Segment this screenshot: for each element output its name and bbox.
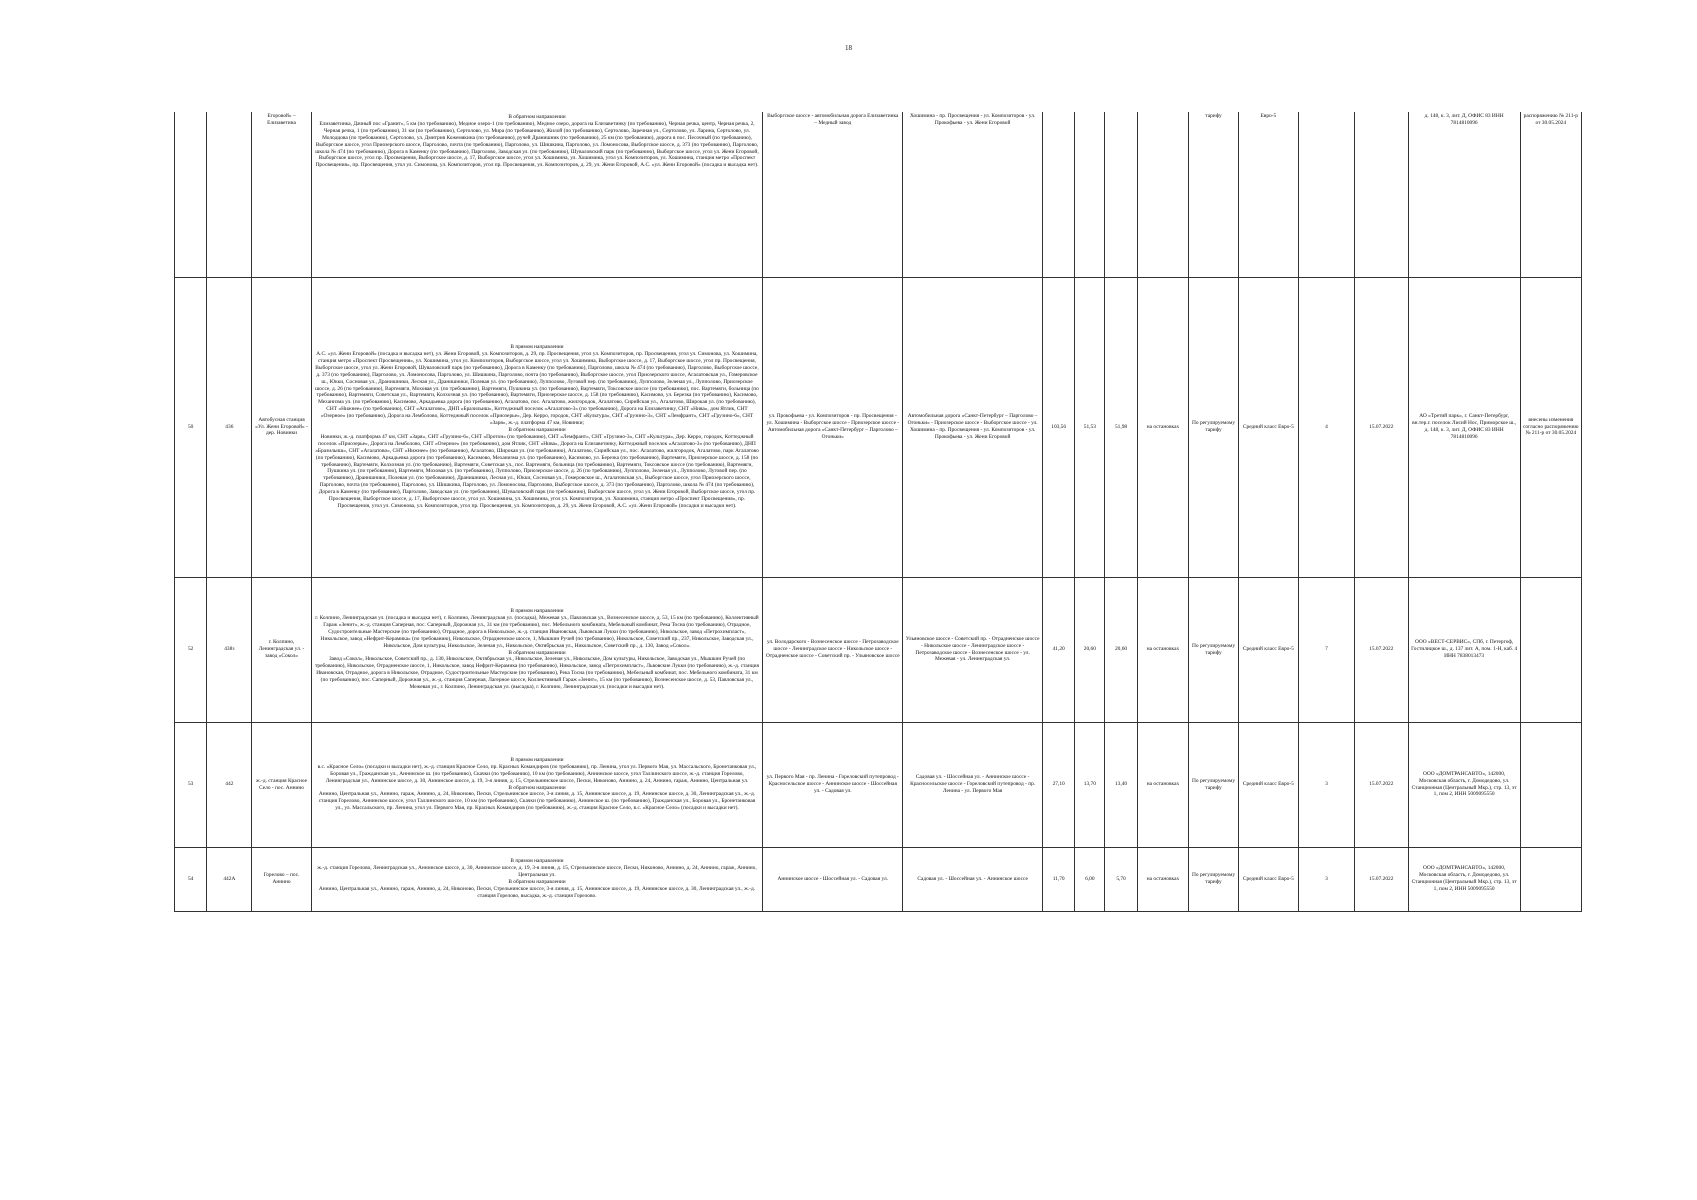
route-number: 438з — [207, 577, 252, 722]
stops-forward: Елизаветинка, Дачный пос «Гранит», 5 км (по требованию), Медное озеро-1 (по требованию), Медное озеро, дорога на Елизаветинку (по требованию), Черная речка, центр, Черная речка, 2, Черная речка, 1 (по требованию), 31 км (по требованию), Сертолово, ул. Мира (по требованию), Жилой (по требованию), Сертолово, Заречная ул., Сертолово, ул. Ларина, Сертолово, ул. Молодцова (по требованию), Сертолово, ул. Дмитрия Кожемякина (по требованию), ручей Дранишник (по требованию), 25 км (по требованию), дорога в пос. Песочный (по требованию), Выборгское шоссе, угол Приозерского шоссе, Парголово, почта (по требованию), Парголово, ул. Шишкина, Парголово, ул. Ломоносова, Выборгское шоссе, д. 373 (по требованию), Парголово, школа № 474 (по требованию), Дорога в Каменку (по требованию), Парголово, Заводская ул. (по требованию), Шуваловский парк (по требованию), Выборгское шоссе, угол ул. Жени Егоровой, Выборгское шоссе, угол пр. Просвещения, Выборгское шоссе, д. 17, Выборгское шоссе, угол ул. Хошимина, ул. Хошимина, угол ул. Композиторов, ул. Хошимина, станция метро «Проспект Просвещения», пр. Просвещения, угол ул. Симонова, ул. Композиторов, угол пр. Просвещения, ул. Композиторов, д. 29, ул. Жени Егоровой, А.С. «ул. Жени Егоровой» (посадка и высадка нет). — [315, 120, 759, 169]
row-note — [1520, 847, 1581, 911]
stops-forward: ж.-д. станция Горелово, Ленинградская ул., Аннинское шоссе, д. 30, Аннинское шоссе, д. 19, 3-я линия, д. 15, Стрельнинское шоссе, Пески, Никоново, Аннино, д. 24, Аннино, гараж, Аннино, Центральная ул. — [317, 865, 757, 879]
stop-order: на остановках — [1137, 277, 1189, 577]
vehicle-count — [1299, 112, 1355, 277]
route-row-number: 53 — [175, 722, 207, 847]
route-name: ж.-д. станция Красное Село - пос. Аннино — [252, 722, 311, 847]
length-forward: 51,53 — [1075, 277, 1105, 577]
vehicle-count: 3 — [1299, 722, 1355, 847]
streets-backward: Автомобильная дорога «Санкт-Петербург – Парголово – Огоньки» - Приозерское шоссе - Выборгское шоссе - ул. Хошимина - пр. Просвещения - ул. Композиторов - ул. Прокофьева - ул. Жени Егоровой — [903, 277, 1043, 577]
table-row — [175, 112, 1582, 277]
table-row — [175, 847, 1582, 911]
carrier-info: ООО «ДОМТРАНСАВТО», 142000, Московская область, г. Домодедово, ул. Станционная (Центральный Мкр.), стр. 13, эт 1, пом 2, ИНН 5009095550 — [1408, 847, 1520, 911]
streets-forward: ул. Володарского - Вознесенское шоссе - Петрозаводское шоссе - Ленинградское шоссе - Никольское шоссе - Отрадненское шоссе - Советский пр. - Ульяновское шоссе — [763, 577, 903, 722]
carrier-info: ООО «ВЕСТ-СЕРВИС», СПб, г. Петергоф, Гостилицкое ш., д. 137 лит. А, пом. 1-Н, каб. 4 ИНН 7838013473 — [1408, 577, 1520, 722]
streets-forward: ул. Прокофьева - ул. Композиторов - пр. Просвещения - ул. Хошимина - Выборгское шоссе - Приозерское шоссе - Автомобильная дорога «Санкт-Петербург – Парголово – Огоньки» — [763, 277, 903, 577]
length-backward: 5,70 — [1105, 847, 1137, 911]
table-row — [175, 577, 1582, 722]
length-forward — [1075, 112, 1105, 277]
table-row — [175, 722, 1582, 847]
direction-label: В прямом направлении — [510, 608, 564, 615]
length-backward: 20,60 — [1105, 577, 1137, 722]
direction-label: В прямом направлении — [510, 344, 564, 351]
stop-order: на остановках — [1137, 722, 1189, 847]
stops-forward: А.С. «ул. Жени Егоровой» (посадка и высадка нет), ул. Жени Егоровой, ул. Композиторов, д. 29, пр. Просвещения, угол ул. Композиторов, пр. Просвещения, угол ул. Симонова, ул. Хошимина, станция метро «Проспект Просвещения», ул. Хошимина, угол ул. Композиторов, Выборгское шоссе, угол ул. Хошимина, Выборгское шоссе, д. 17, Выборгское шоссе, угол пр. Просвещения, Выборгское шоссе, угол ул. Жени Егоровой, Шуваловский парк (по требованию), Дорога в Каменку (по требованию), Парголово, школа № 474 (по требованию), Парголово, Выборгское шоссе, д. 373 (по требованию), Парголово, ул. Ломоносова, Парголово, ул. Шишкина, Парголово, почта (по требованию), Выборгское шоссе, угол Приозерского шоссе, Агалатовская ул., Гомеровское ш., Юкки, Сосновая ул., Дранишники, Лесная ул., Дранишники, Полевая ул. (по требованию), Лупполово, Луговой пер. (по требованию), Лупполово, Зеленая ул., Лупполово, Приозерское шоссе, д. 26 (по требованию), Вартемяги, Моховая ул. (по требованию), Вартемяги, Пушкина ул. (по требованию), Вартемяги, Токсовское шоссе (по требованию), пос. Вартемяги, больница (по требованию), Вартемяги, Советская ул., Вартемяги, Колхозная ул. (по требованию), Вартемяги, Приозерское шоссе, д. 158 (по требованию), Касимово, ул. Березка (по требованию), Касимово, Механизма ул. (по требованию), Касимово, Аркадьевка дорога (по требованию), Агалатово, пос. Агалатово, жилгородок, Агалатово, Сирийская ул., Агалатово, Широкая ул. (по требованию), СНТ «Нижнее» (по требованию), СНТ «Агалатово», ДНП «Бразильиш», Коттеджный поселок «Агалатово-3» (по требованию), Дорога на Елизаветинку, СНТ «Нива», дом Ятлик, СНТ «Озерное» (по требованию), Дорога на Лемболово, Коттеджный поселок «Приозерье», Дер. Керро, городок, СНТ «Культура», СНТ «Грузино-3», СНТ «Лемфрант», СНТ «Грузино-6», СНТ «Заря», ж.-д. платформа 47 км, Новинки; — [315, 351, 759, 427]
length-backward: 13,40 — [1105, 722, 1137, 847]
length-forward: 13,70 — [1075, 722, 1105, 847]
stops-cell — [311, 847, 763, 911]
row-note — [1520, 722, 1581, 847]
route-row-number: 54 — [175, 847, 207, 911]
tariff-type: По регулируемому тарифу — [1189, 277, 1238, 577]
length-total: 103,56 — [1043, 277, 1075, 577]
direction-label: В обратном направлении — [508, 427, 566, 433]
stops-backward: Завод «Сокол», Никольское, Советский пр., д. 130, Никольское, Октябрьская ул., Никольское, Зеленая ул., Никольское, Дом культуры, Никольское, Заводская ул., Мышкин Ручей (по требованию), Никольское, Отрадненское шоссе, 1, Никольское, завод Нефрит-Керамика (по требованию), Никольское, завод «Петрохимпласт», Львовские Лукки (по требованию), ж.-д. станция Ивановская, Отрадное, дорога в Никольское, Отрадное, Судостроительные Мастерские (по требованию), Река Тосна (по требованию), Мебельный комбинат, пос. Мебельного комбината, 31 км (по требованию), пос. Саперный, Дорожная ул., ж.-д. станция Саперная, Лагерное шоссе, Коллективный Гараж «Зенит», 15 км (по требованию), Вознесенское шоссе, д. 53, Павловская ул., Межевая ул., г. Колпино, Ленинградская ул. (высадка), г. Колпино, Ленинградская ул. (посадки и высадки нет). — [315, 656, 759, 691]
route-number — [207, 112, 252, 277]
streets-forward: Выборгское шоссе - автомобильная дорога Елизаветинка – Медный завод — [763, 112, 903, 277]
route-name: г. Колпино, Ленинградская ул. - завод «Сокол» — [252, 577, 311, 722]
carrier-info: ООО «ДОМТРАНСАВТО», 142000, Московская область, г. Домодедово, ул. Станционная (Центральный Мкр.), стр. 13, эт 1, пом 2, ИНН 5009095550 — [1408, 722, 1520, 847]
route-row-number — [175, 112, 207, 277]
row-note: распоряжению № 211-р от 30.05.2024 — [1520, 112, 1581, 277]
length-backward — [1105, 112, 1137, 277]
page-number: 18 — [845, 44, 852, 52]
length-backward: 51,98 — [1105, 277, 1137, 577]
tariff-type: По регулируемому тарифу — [1189, 577, 1238, 722]
streets-forward: ул. Первого Мая - пр. Ленина - Гореловский путепровод - Красносельское шоссе - Аннинское шоссе - Шоссейная ул. - Садовая ул. — [763, 722, 903, 847]
direction-label: В обратном направлении — [508, 114, 566, 120]
start-date: 15.07.2022 — [1354, 847, 1408, 911]
length-total: 27,10 — [1043, 722, 1075, 847]
vehicle-count: 3 — [1299, 847, 1355, 911]
length-total: 41,20 — [1043, 577, 1075, 722]
carrier-info: д. 148, к. 3, лит. Д, ОФИС 83 ИНН 7814810096 — [1408, 112, 1520, 277]
direction-label: В прямом направлении — [510, 756, 564, 763]
vehicle-count: 4 — [1299, 277, 1355, 577]
length-total: 11,70 — [1043, 847, 1075, 911]
start-date: 15.07.2022 — [1354, 277, 1408, 577]
vehicle-class: Евро-5 — [1238, 112, 1298, 277]
vehicle-class: Средний класс Евро-5 — [1238, 847, 1298, 911]
start-date: 15.07.2022 — [1354, 722, 1408, 847]
length-forward: 20,60 — [1075, 577, 1105, 722]
vehicle-class: Средний класс Евро-5 — [1238, 722, 1298, 847]
streets-backward: Садовая ул. - Шоссейная ул. - Аннинское шоссе - Красносельское шоссе - Гореловский путепровод - пр. Ленина - ул. Первого Мая — [903, 722, 1043, 847]
direction-label: В обратном направлении — [508, 649, 566, 656]
start-date — [1354, 112, 1408, 277]
stops-cell — [311, 112, 763, 277]
direction-label: В обратном направлении — [508, 879, 566, 885]
stops-forward: в.с. «Красное Село» (посадки и высадки нет), ж.-д. станция Красное Село, пр. Красных Командиров (по требованию), пр. Ленина, угол ул. Первого Мая, ул. Массальского, Бронетанковая ул., Боровая ул., Гражданская ул., Аннинское ш. (по требованию), Скачки (по требованию), 10 км (по требованию), Аннинское шоссе, угол Таллинского шоссе, ж.-д. станция Горелово, Ленинградская ул., Аннинское шоссе, д. 30, Аннинское шоссе, д. 19, 3-я линия, д. 15, Стрельнинское шоссе, Пески, Никоново, Аннино, д. 24, Аннино, гараж, Аннино, Центральная ул. — [317, 763, 757, 784]
start-date: 15.07.2022 — [1354, 577, 1408, 722]
vehicle-class: Средний класс Евро-5 — [1238, 577, 1298, 722]
length-forward: 6,00 — [1075, 847, 1105, 911]
streets-backward: Ульяновское шоссе - Советский пр. - Отрадненское шоссе - Никольское шоссе - Ленинградское шоссе - Петрозаводское шоссе - Вознесенское шоссе - ул. Межевая - ул. Ленинградская ул. — [903, 577, 1043, 722]
stops-cell — [311, 722, 763, 847]
stops-cell — [311, 577, 763, 722]
tariff-type: По регулируемому тарифу — [1189, 847, 1238, 911]
route-number: 442А — [207, 847, 252, 911]
stops-backward: Аннино, Центральная ул., Аннино, гараж, Аннино, д. 24, Никоново, Пески, Стрельнинское шоссе, 3-я линия, д. 15, Аннинское шоссе, д. 19, Аннинское шоссе, д. 30, Ленинградская ул., ж.-д. станция Горелово, Аннинское шоссе, угол Таллинского шоссе, 10 км (по требованию), Скачки (по требованию), Аннинское ш. (по требованию), Гражданская ул., Боровая ул., Бронетанковая ул., ул. Массальского, пр. Ленина, угол ул. Первого Мая, пр. Красных Командиров (по требованию), ж.-д. станция Красное Село, в.с. «Красное Село» (посадки и высадки нет). — [318, 791, 756, 812]
stops-forward: г. Колпино, Ленинградская ул. (посадка и высадка нет), г. Колпино, Ленинградская ул. (посадка), Межевая ул., Павловская ул., Вознесенское шоссе, д. 53, 15 км (по требованию), Коллективный Гараж «Зенит», ж.-д. станция Саперная, пос. Саперный, Дорожная ул., 31 км (по требованию), пос. Мебельного комбината, Мебельный комбинат, Река Тосна (по требованию), Отрадное, Судостроительные Мастерские (по требованию), Отрадное, дорога в Никольское, ж.-д. станция Ивановская, Львовская Лукки (по требованию), Никольское, завод «Петрохимпласт», Никольское, завод «Нефрит-Керамика» (по требованию), Никольское, Отрадненское шоссе, 1, Мышкин Ручей (по требованию), Никольское, Советский пр., 237, Никольское, Заводская ул., Никольское, Дом культуры, Никольское, Зеленая ул., Никольское, Октябрьская ул., Никольское, Советский пр., д. 130, Завод «Сокол». — [315, 614, 759, 649]
route-row-number: 52 — [175, 577, 207, 722]
table-row — [175, 277, 1582, 577]
carrier-info: АО «Третий парк», г. Санкт-Петербург, вн.тер.г. поселок Лисий Нос, Приморское ш., д. 148, к. 3, лит. Д, ОФИС 83 ИНН 7814810096 — [1408, 277, 1520, 577]
stops-backward: Новинки, ж.-д. платформа 47 км, СНТ «Заря», СНТ «Грузино-6», СНТ «Протон» (по требованию), СНТ «Лемфрант», СНТ «Грузино-3», СНТ «Культура», Дер. Керро, городок, Коттеджный поселок «Приозерье», Дорога на Лемболово, СНТ «Озерное» (по требованию), дом Ятлик, СНТ «Нива», Дорога на Елизаветинку, Коттеджный поселок «Агалатово-3» (по требованию), ДНП «Бразильиш», СНТ «Агалатово», СНТ «Нижнее» (по требованию), Агалатово, Широкая ул. (по требованию), Агалатово, Сирийская ул., пос. Агалатово, жилгородок, Агалатово, парк Агалатово (по требованию), Касимово, Аркадьевка дорога (по требованию), Касимово, Механизма ул. (по требованию), Касимово, ул. Березка (по требованию), Вартемяги, Приозерское шоссе, д. 158 (по требованию), Вартемяги, Колхозная ул. (по требованию), Вартемяги, Советская ул., пос. Вартемяги, больница (по требованию), Вартемяги, Токсовское шоссе (по требованию), Вартемяги, Пушкина ул. (по требованию), Вартемяги, Моховая ул. (по требованию), Лупполово, Приозерское шоссе, д. 26 (по требованию), Лупполово, Зеленая ул., Лупполово, Луговой пер. (по требованию), Дранишники, Полевая ул. (по требованию), Дранишники, Лесная ул., Юкки, Сосновая ул., Гомеровское ш., Агалатовская ул., Выборгское шоссе, угол Приозерского шоссе, Парголово, почта (по требованию), Парголово, ул. Шишкина, Парголово, ул. Ломоносова, Парголово, Выборгское шоссе, д. 373 (по требованию), Парголово, школа № 474 (по требованию), Дорога в Каменку (по требованию), Парголово, Заводская ул. (по требованию), Шуваловский парк (по требованию), Выборгское шоссе, угол ул. Жени Егоровой, Выборгское шоссе, угол пр. Просвещения, Выборгское шоссе, д. 17, Выборгское шоссе, угол ул. Хошимина, ул. Хошимина, угол ул. Композиторов, ул. Хошимина, станция метро «Проспект Просвещения», пр. Просвещения, угол ул. Симонова, ул. Композиторов, угол пр. Просвещения, ул. Композиторов, д. 29, ул. Жени Егоровой, А.С. «ул. Жени Егоровой» (посадки и высадки нет). — [315, 433, 759, 509]
row-note: внесены изменения согласно распоряжению № 211-р от 30.05.2024 — [1520, 277, 1581, 577]
vehicle-class: Средний класс Евро-5 — [1238, 277, 1298, 577]
streets-backward: Садовая ул. - Шоссейная ул. - Аннинское шоссе — [903, 847, 1043, 911]
route-name: Егоровой» – Елизаветина — [252, 112, 311, 277]
streets-backward: Хошимина - пр. Просвещения - ул. Композиторов - ул. Прокофьева - ул. Жени Егоровой — [903, 112, 1043, 277]
stops-cell — [311, 277, 763, 577]
route-number: 436 — [207, 277, 252, 577]
row-note — [1520, 577, 1581, 722]
direction-label: В обратном направлении — [508, 784, 566, 791]
stop-order: на остановках — [1137, 577, 1189, 722]
route-registry-table — [174, 112, 1582, 912]
route-name: Горелово – пос. Аннино — [252, 847, 311, 911]
stop-order — [1137, 112, 1189, 277]
stops-backward: Аннино, Центральная ул., Аннино, гараж, Аннино, д. 24, Никоново, Пески, Стрельнинское шоссе, 3-я линия, д. 15, Аннинское шоссе, д. 19, Аннинское шоссе, д. 30, Ленинградская ул., ж.-д. станция Горелово, высадка, ж.-д. станция Горелово. — [318, 885, 756, 899]
route-row-number: 50 — [175, 277, 207, 577]
streets-forward: Аннинское шоссе - Шоссейная ул. - Садовая ул. — [763, 847, 903, 911]
direction-label: В прямом направлении — [510, 858, 564, 865]
vehicle-count: 7 — [1299, 577, 1355, 722]
route-number: 442 — [207, 722, 252, 847]
tariff-type: тарифу — [1189, 112, 1238, 277]
tariff-type: По регулируемому тарифу — [1189, 722, 1238, 847]
stop-order: на остановках — [1137, 847, 1189, 911]
length-total — [1043, 112, 1075, 277]
route-name: Автобусная станция «Ул. Жени Егоровой» - дер. Новинки — [252, 277, 311, 577]
